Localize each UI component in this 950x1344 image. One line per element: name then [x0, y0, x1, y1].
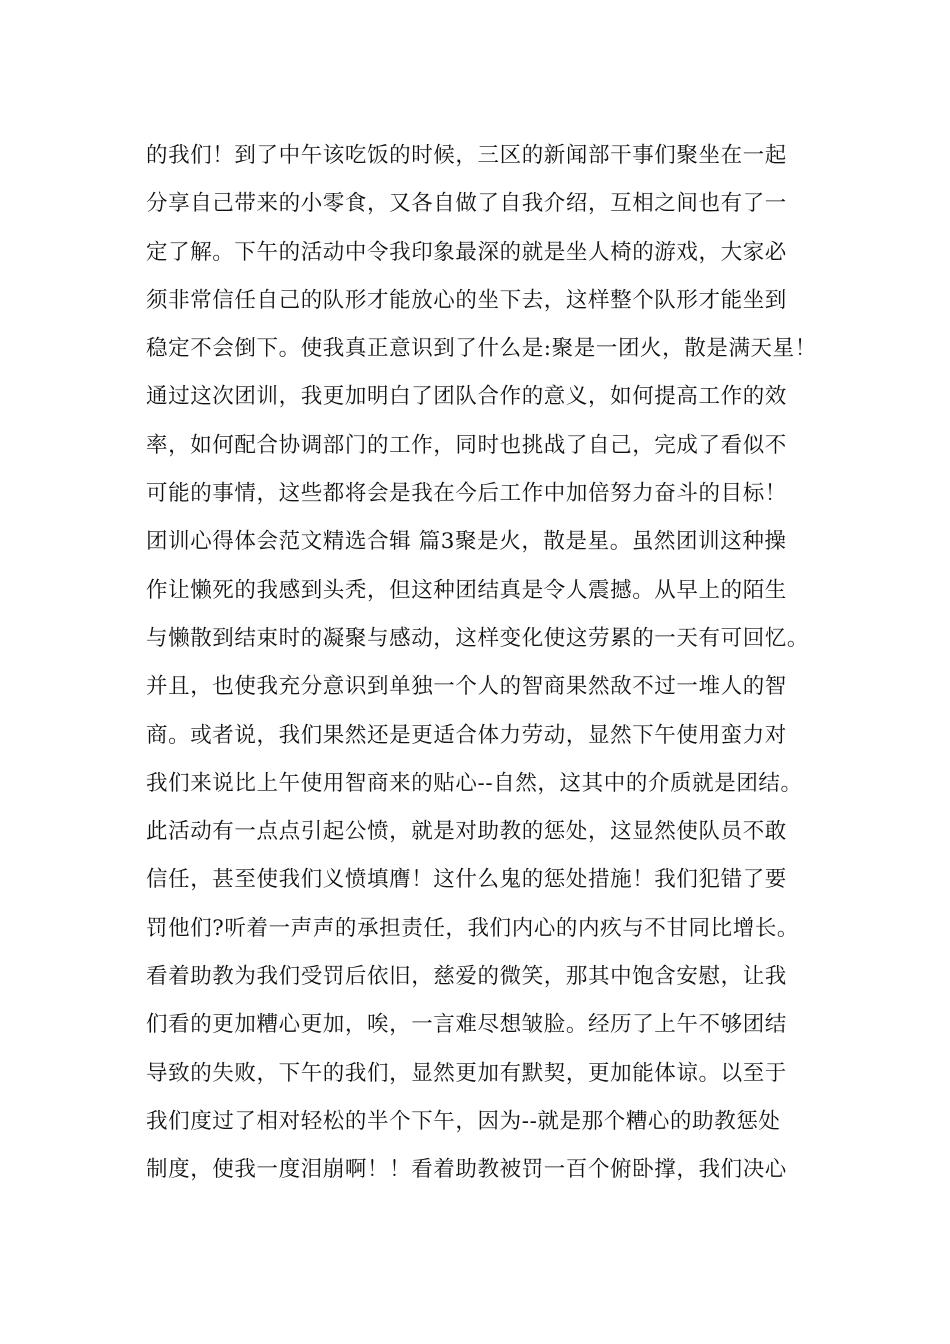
text-line: 导致的失败，下午的我们，显然更加有默契，更加能体谅。以至于 [146, 1060, 787, 1086]
text-line: 作让懒死的我感到头秃，但这种团结真是令人震撼。从早上的陌生 [146, 577, 787, 603]
text-line: 我们度过了相对轻松的半个下午，因为--就是那个糟心的助教惩处 [146, 1108, 781, 1134]
body-text [146, 132, 846, 1195]
text-line: 此活动有一点点引起公愤，就是对助教的惩处，这显然使队员不敢 [146, 819, 787, 845]
text-line: 通过这次团训，我更加明白了团队合作的意义，如何提高工作的效 [146, 384, 787, 410]
text-line: 看着助教为我们受罚后依旧，慈爱的微笑，那其中饱含安慰，让我 [146, 964, 787, 990]
text-line: 可能的事情，这些都将会是我在今后工作中加倍努力奋斗的目标！ [146, 481, 787, 507]
text-line: 商。或者说，我们果然还是更适合体力劳动，显然下午使用蛮力对 [146, 722, 787, 748]
text-line: 我们来说比上午使用智商来的贴心--自然，这其中的介质就是团结。 [146, 770, 803, 796]
text-line: 们看的更加糟心更加，唉，一言难尽想皱脸。经历了上午不够团结 [146, 1012, 787, 1038]
text-line: 分享自己带来的小零食，又各自做了自我介绍，互相之间也有了一 [146, 191, 787, 217]
text-line: 定了解。下午的活动中令我印象最深的就是坐人椅的游戏，大家必 [146, 239, 787, 265]
text-line: 的我们！到了中午该吃饭的时候，三区的新闻部干事们聚坐在一起 [146, 143, 787, 168]
text-line: 团训心得体会范文精选合辑 篇3聚是火，散是星。虽然团训这种操 [146, 529, 787, 555]
text-line: 制度，使我一度泪崩啊！！看着助教被罚一百个俯卧撑，我们决心 [146, 1157, 787, 1183]
text-line: 率，如何配合协调部门的工作，同时也挑战了自己，完成了看似不 [146, 432, 787, 458]
text-line: 并且，也使我充分意识到单独一个人的智商果然敌不过一堆人的智 [146, 674, 787, 700]
text-line: 稳定不会倒下。使我真正意识到了什么是:聚是一团火，散是满天星！ [146, 336, 817, 362]
text-line: 信任，甚至使我们义愤填膺！这什么鬼的惩处措施！我们犯错了要 [146, 867, 787, 893]
text-line: 与懒散到结束时的凝聚与感动，这样变化使这劳累的一天有可回忆。 [146, 625, 810, 651]
text-line: 须非常信任自己的队形才能放心的坐下去，这样整个队形才能坐到 [146, 287, 787, 313]
text-line: 罚他们?听着一声声的承担责任，我们内心的内疚与不甘同比增长。 [146, 915, 800, 941]
